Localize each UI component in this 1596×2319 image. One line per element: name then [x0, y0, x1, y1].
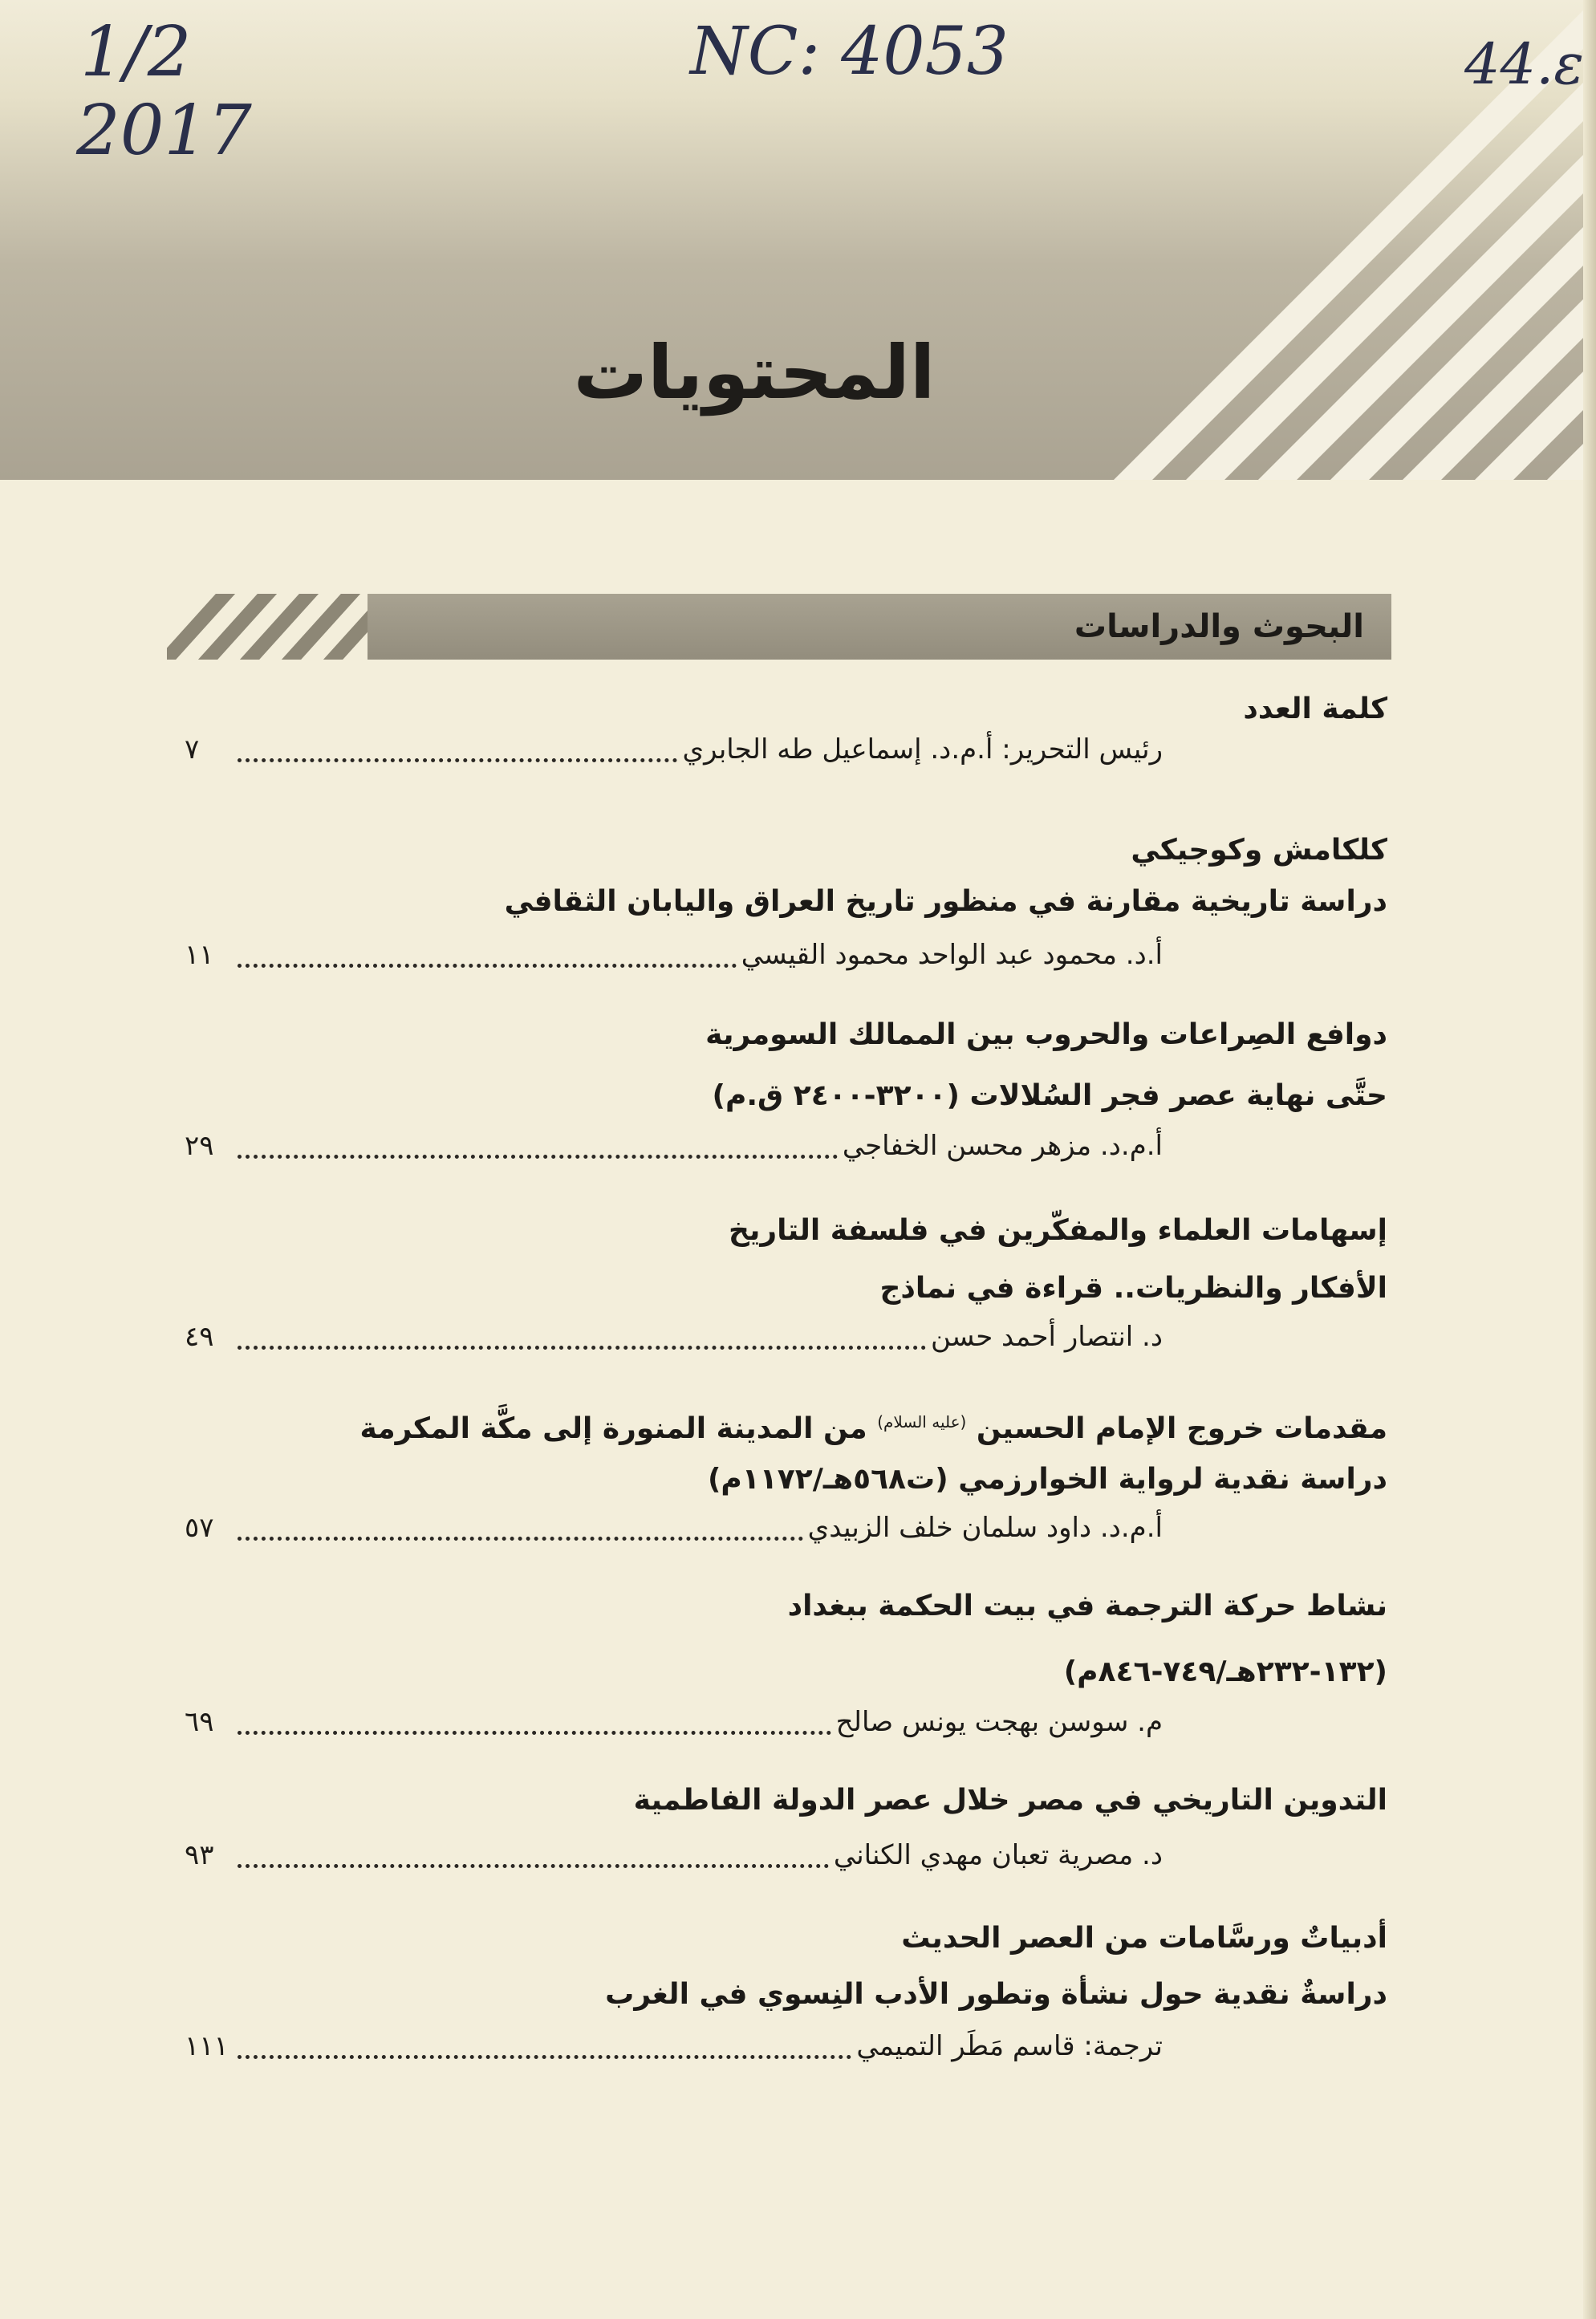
toc-entry-title [360, 1399, 1388, 1452]
toc-entry-subtitle: دراسة نقدية لرواية الخوارزمي (ت٥٦٨هـ/١١٧٢م) [707, 1463, 1387, 1496]
section-title: البحوث والدراسات [1074, 608, 1364, 645]
toc-entry-page: ٩٣ [185, 1839, 214, 1871]
toc-entry-title: إسهامات العلماء والمفكّرين في فلسفة التاريخ [728, 1214, 1387, 1247]
toc-entry-page: ٢٩ [185, 1130, 214, 1162]
page-edge [1583, 0, 1596, 2319]
dot-leader [238, 1346, 926, 1350]
toc-entry-author: د. مصرية تعبان مهدي الكناني [833, 1839, 1163, 1871]
handwritten-catalog-code: NC: 4053 [690, 14, 1009, 90]
toc-entry-author: ترجمة: قاسم مَطَر التميمي [856, 2030, 1163, 2062]
toc-entry-author: رئيس التحرير: أ.م.د. إسماعيل طه الجابري [682, 733, 1163, 766]
toc-entry-page: ٧ [185, 733, 200, 766]
dot-leader [238, 1537, 803, 1541]
toc-entry-author: أ.د. محمود عبد الواحد محمود القيسي [741, 939, 1163, 971]
toc-entry-subtitle: الأفكار والنظريات.. قراءة في نماذج [879, 1272, 1387, 1305]
toc-entry-title: أدبياتٌ ورسَّامات من العصر الحديث [901, 1922, 1387, 1955]
toc-entry-page: ١١ [185, 939, 214, 971]
toc-entry-title: دوافع الصِراعات والحروب بين الممالك السومرية [705, 1018, 1387, 1051]
toc-entry-title-part: من المدينة المنورة إلى مكَّة المكرمة [359, 1412, 867, 1445]
toc-entry-author-row [185, 1123, 1163, 1168]
toc-entry-author: أ.م.د. داود سلمان خلف الزبيدي [807, 1512, 1163, 1544]
dot-leader [238, 1731, 831, 1735]
toc-entry-page: ١١١ [185, 2030, 229, 2062]
toc-entry-subtitle: دراسةٌ نقدية حول نشأة وتطور الأدب النِسوي في الغرب [605, 1978, 1387, 2011]
toc-entry-author-row [185, 932, 1163, 977]
handwritten-page-mark: 44.ε [1464, 31, 1584, 97]
toc-entry-subtitle: (١٣٢-٢٣٢هـ/٧٤٩-٨٤٦م) [1063, 1655, 1387, 1688]
dot-leader [238, 2055, 851, 2059]
toc-entry-title-part: مقدمات خروج الإمام الحسين [976, 1412, 1387, 1445]
dot-leader [238, 758, 677, 762]
handwritten-issue-number: 1/2 [80, 12, 192, 92]
toc-entry-author: أ.م.د. مزهر محسن الخفاجي [842, 1130, 1163, 1162]
toc-entry-author-row [185, 1700, 1163, 1744]
toc-entry-page: ٦٩ [185, 1706, 214, 1738]
toc-entry-page: ٤٩ [185, 1321, 214, 1353]
page-title: المحتويات [573, 330, 936, 416]
toc-entry-author-row [185, 1314, 1163, 1359]
dot-leader [238, 964, 737, 968]
dot-leader [238, 1155, 838, 1159]
toc-entry-title: التدوين التاريخي في مصر خلال عصر الدولة الفاطمية [633, 1784, 1387, 1817]
toc-entry-subtitle: حتَّى نهاية عصر فجر السُلالات (٣٢٠٠-٢٤٠٠ ق.م) [712, 1079, 1387, 1112]
toc-entry-page: ٥٧ [185, 1512, 214, 1544]
handwritten-year: 2017 [76, 91, 252, 171]
toc-entry-author-row [185, 1833, 1163, 1878]
toc-entry-subtitle: دراسة تاريخية مقارنة في منظور تاريخ العراق واليابان الثقافي [504, 885, 1387, 918]
section-header [167, 594, 1391, 660]
toc-entry-title: كلكامش وكوجيكي [1131, 834, 1387, 867]
toc-entry-author: م. سوسن بهجت يونس صالح [835, 1706, 1163, 1738]
toc-entry-title: نشاط حركة الترجمة في بيت الحكمة ببغداد [787, 1590, 1387, 1622]
section-diagonal-stripes [167, 594, 376, 660]
toc-entry-title: كلمة العدد [1243, 692, 1387, 725]
toc-entry-author-row [185, 727, 1163, 772]
toc-entry-honorific: (عليه السلام) [877, 1412, 967, 1432]
dot-leader [238, 1864, 829, 1868]
toc-entry-author: د. انتصار أحمد حسن [931, 1321, 1163, 1353]
toc-entry-author-row [185, 1505, 1163, 1550]
toc-entry-author-row [185, 2024, 1163, 2069]
